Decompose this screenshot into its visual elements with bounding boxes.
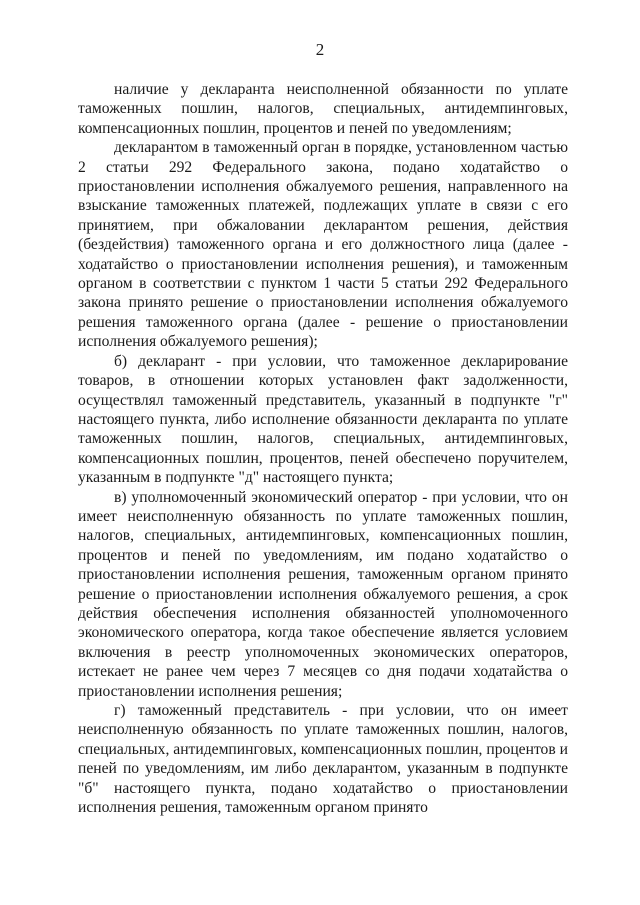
document-body: [78, 80, 568, 817]
paragraph: декларантом в таможенный орган в порядке, установленном частью 2 статьи 292 Федерального закона, подано ходатайство о приостановлении исполнения обжалуемого решения, направленного на взыскание таможенных платежей, подлежащих уплате в связи с его принятием, при обжаловании декларантом решения, действия (бездействия) таможенного органа и его должностного лица (далее - ходатайство о приостановлении исполнения решения), и таможенным органом в соответствии с пунктом 1 части 5 статьи 292 Федерального закона принято решение о приостановлении исполнения обжалуемого решения таможенного органа (далее - решение о приостановлении исполнения обжалуемого решения);: [78, 139, 568, 351]
paragraph: в) уполномоченный экономический оператор - при условии, что он имеет неисполненную обязанность по уплате таможенных пошлин, налогов, специальных, антидемпинговых, компенсационных пошлин, процентов и пеней по уведомлениям, им подано ходатайство о приостановлении исполнения решения, таможенным органом принято решение о приостановлении исполнения обжалуемого решения, а срок действия обеспечения исполнения обязанностей уполномоченного экономического оператора, когда такое обеспечение является условием включения в реестр уполномоченных экономических операторов, истекает не ранее чем через 7 месяцев со дня подачи ходатайства о приостановлении исполнения решения;: [78, 488, 568, 700]
page-number: 2: [315, 40, 325, 59]
paragraph: г) таможенный представитель - при условии, что он имеет неисполненную обязанность по уплате таможенных пошлин, налогов, специальных, антидемпинговых, компенсационных пошлин, процентов и пеней по уведомлениям, им либо декларантом, указанным в подпункте "б" настоящего пункта, подано ходатайство о приостановлении исполнения решения, таможенным органом принято: [78, 702, 568, 817]
paragraph: б) декларант - при условии, что таможенное декларирование товаров, в отношении которых установлен факт задолженности, осуществлял таможенный представитель, указанный в подпункте "г" настоящего пункта, либо исполнение обязанности декларанта по уплате таможенных пошлин, налогов, специальных, антидемпинговых, компенсационных пошлин, процентов, пеней обеспечено поручителем, указанным в подпункте "д" настоящего пункта;: [78, 352, 568, 487]
paragraph: наличие у декларанта неисполненной обязанности по уплате таможенных пошлин, налогов, специальных, антидемпинговых, компенсационных пошлин, процентов и пеней по уведомлениям;: [78, 81, 568, 137]
